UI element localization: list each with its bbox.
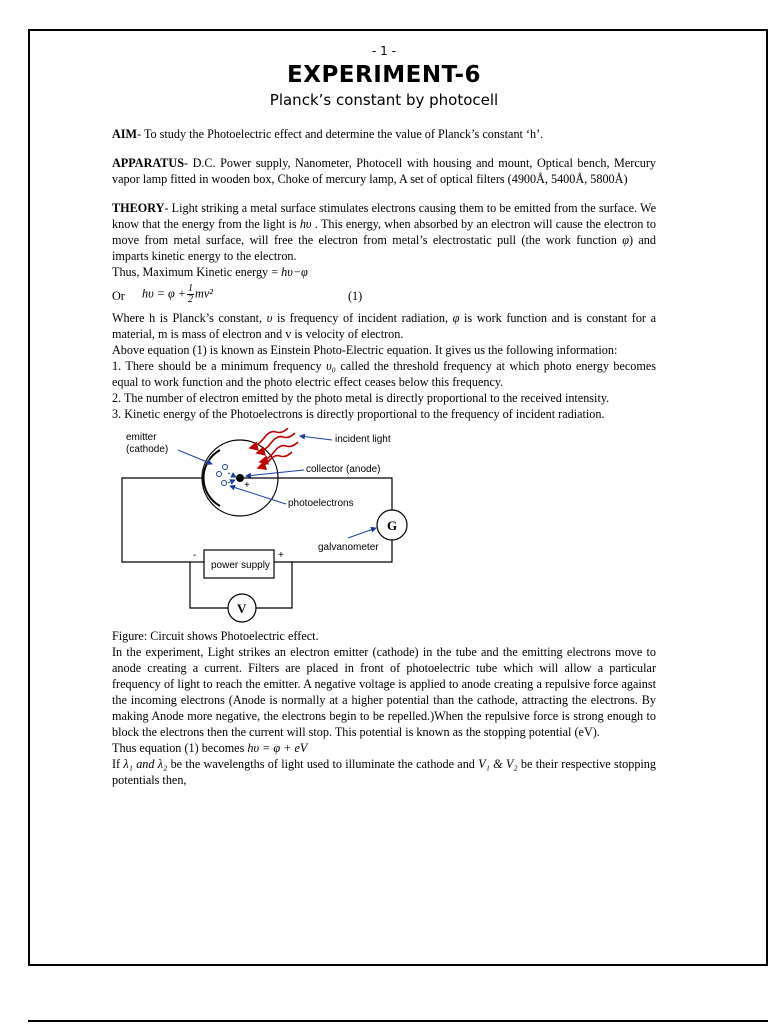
page-number: - 1 - — [372, 44, 396, 58]
lambda-symbols: λ₁ and λ₂ — [123, 757, 168, 771]
document-body — [112, 126, 656, 788]
einstein-paragraph: Above equation (1) is known as Einstein Photo-Electric equation. It gives us the following information: — [112, 343, 618, 357]
kinetic-energy-line — [112, 264, 656, 280]
photoelectron — [217, 472, 222, 477]
photoelectron — [222, 481, 227, 486]
point-2: 2. The number of electron emitted by the photo metal is directly proportional to the received intensity. — [112, 391, 610, 405]
voltage-symbols: V₁ & V₂ — [478, 757, 518, 771]
g-label: G — [387, 518, 398, 533]
ke-text: Thus, Maximum Kinetic energy = — [112, 265, 282, 279]
point-3: 3. Kinetic energy of the Photoelectrons is directly proportional to the frequency of incident radiation. — [112, 407, 605, 421]
where-b: is frequency of incident radiation, — [272, 311, 453, 325]
point-1 — [112, 358, 656, 390]
equation-number: (1) — [348, 289, 363, 303]
photoelectrons-label: photoelectrons — [288, 498, 354, 509]
collector-label: collector (anode) — [306, 464, 381, 475]
anode-plus: + — [244, 480, 250, 491]
galvanometer-label: galvanometer — [318, 542, 379, 553]
circuit-wire — [122, 478, 202, 562]
work-function-symbol: φ — [622, 233, 629, 247]
threshold-symbol: υ₀ — [326, 359, 336, 373]
where-paragraph — [112, 310, 656, 342]
aim-paragraph — [112, 126, 656, 142]
energy-symbol: hυ — [299, 217, 312, 231]
electron-path — [228, 473, 236, 477]
theory-text-c: ) and imparts kinetic energy to the electron. — [112, 233, 656, 263]
frac-den: 2 — [188, 294, 194, 305]
power-supply-label: power supply — [211, 560, 270, 571]
electron-path — [228, 480, 235, 483]
if-b: be the wavelengths of light used to illuminate the cathode and — [167, 757, 479, 771]
minus-sign: - — [193, 550, 197, 561]
pointer — [178, 450, 212, 464]
equation-1 — [112, 280, 656, 310]
aim-text: - To study the Photoelectric effect and determine the value of Planck’s constant ‘h’. — [137, 127, 544, 141]
cathode-label: (cathode) — [126, 444, 169, 455]
pointer — [230, 486, 286, 504]
apparatus-paragraph — [112, 155, 656, 187]
where-a: Where h is Planck’s constant, — [112, 311, 267, 325]
photoelectric-figure — [112, 424, 656, 628]
nu-symbol: υ — [266, 311, 273, 325]
incident-light-label: incident light — [335, 434, 391, 445]
eq-rhs: mv² — [195, 286, 213, 301]
page-subtitle: Planck’s constant by photocell — [269, 91, 499, 109]
pointer — [300, 436, 332, 440]
if-a: If — [112, 757, 124, 771]
point-1-a: 1. There should be a minimum frequency — [112, 359, 327, 373]
pointer — [246, 470, 304, 476]
page-title: EXPERIMENT-6 — [287, 62, 481, 88]
light-ray — [260, 442, 298, 462]
half-fraction — [187, 284, 194, 305]
cathode-plate — [203, 450, 220, 506]
becomes-equation: hυ = φ + eV — [247, 741, 308, 755]
if-c: be their respective stopping potentials then, — [112, 757, 656, 787]
aim-label: AIM — [112, 127, 138, 141]
experiment-paragraph: In the experiment, Light strikes an electron emitter (cathode) in the tube and the emitting electrons move to anode creating a current. Filters are placed in front of photoelectric tube which will allow a particular frequency of light to reach the emitter. A negative voltage is applied to anode creating a repulsive force against the incoming electrons (Anode is normally at a higher potential than the cathode, attracting the electrons. By making Anode more negative, the electrons begin to be repelled.)When the repulsive force is strong enough to block the electrons then the current will stop. This potential is known as the stopping potential (eV). — [112, 645, 656, 739]
figure-caption: Figure: Circuit shows Photoelectric effect. — [112, 629, 319, 643]
theory-label: THEORY — [112, 201, 165, 215]
or-label: Or — [112, 289, 125, 303]
theory-text-b: . This energy, when absorbed by an electron will cause the electron to move from metal surface, will free the electron from metal’s electrostatic pull (the work function — [112, 217, 656, 247]
frac-num: 1 — [188, 283, 194, 294]
bottom-rule — [28, 1020, 768, 1022]
becomes-line — [112, 740, 656, 756]
apparatus-label: APPARATUS — [112, 156, 184, 170]
light-ray — [258, 452, 292, 468]
emitter-label: emitter — [126, 432, 157, 443]
becomes-text: Thus equation (1) becomes — [112, 741, 248, 755]
eq-lhs: hυ = φ + — [142, 286, 187, 301]
plus-sign: + — [278, 550, 284, 561]
pointer — [348, 528, 376, 538]
circuit-diagram — [120, 428, 420, 628]
photoelectron — [223, 465, 228, 470]
point-1-b: called the threshold frequency at which photo energy becomes equal to work function and the photo electric effect ceases below this frequency. — [112, 359, 657, 389]
anode-dot — [236, 474, 244, 482]
where-c: is work function and is constant for a material, m is mass of electron and v is velocity of electron. — [112, 311, 656, 341]
theory-paragraph — [112, 200, 656, 264]
theory-text-a: - Light striking a metal surface stimulates electrons causing them to be emitted from the surface. We know that the energy from the light is — [112, 201, 656, 231]
apparatus-text: - D.C. Power supply, Nanometer, Photocell with housing and mount, Optical bench, Mercury vapor lamp fitted in wooden box, Choke of mercury lamp, A set of optical filters (4900Å, 5400Å, 5800Å) — [112, 156, 656, 186]
phi-symbol: φ — [452, 311, 460, 325]
ke-equation: hυ−φ — [281, 265, 308, 279]
wavelength-paragraph — [112, 756, 656, 788]
einstein-equation — [142, 284, 213, 305]
v-label: V — [237, 601, 247, 616]
